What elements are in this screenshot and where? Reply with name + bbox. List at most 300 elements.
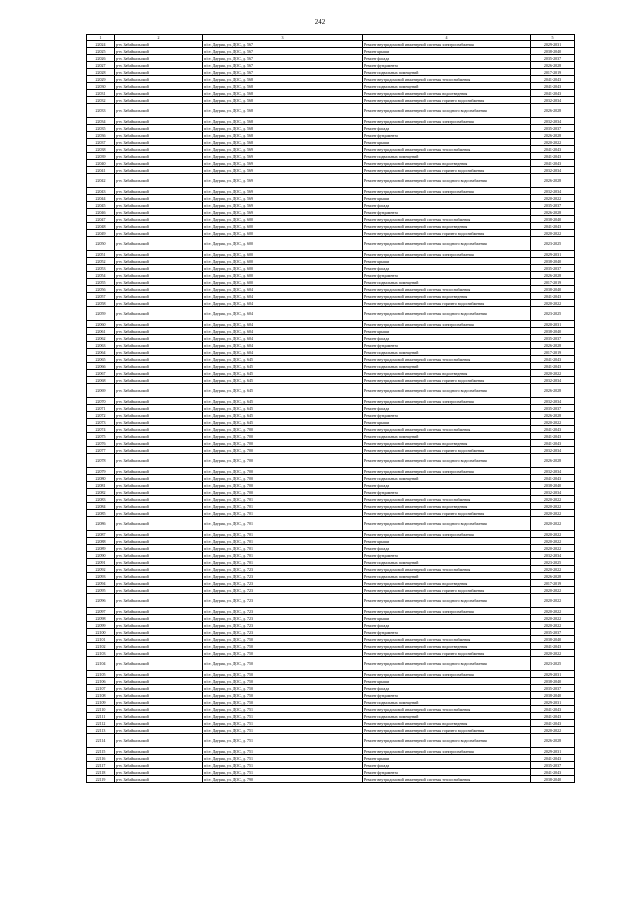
table-row (87, 146, 575, 153)
period-cell: 2038-2040 (531, 328, 575, 335)
table-row (87, 426, 575, 433)
table-row (87, 678, 575, 685)
district-cell: р-н. Забайкальский (115, 517, 203, 531)
row-number: 22104 (87, 657, 115, 671)
row-number: 22103 (87, 650, 115, 657)
work-type-cell: Ремонт крыши (363, 195, 531, 202)
district-cell: р-н. Забайкальский (115, 132, 203, 139)
district-cell: р-н. Забайкальский (115, 573, 203, 580)
district-cell: р-н. Забайкальский (115, 237, 203, 251)
address-cell: п/ст. Даурия, ул. ДОС, д. 569 (203, 209, 363, 216)
row-number: 22117 (87, 762, 115, 769)
period-cell: 2020-2022 (531, 300, 575, 307)
district-cell: р-н. Забайкальский (115, 62, 203, 69)
address-cell: п/ст. Даурия, ул. ДОС, д. 723 (203, 615, 363, 622)
row-number: 22033 (87, 104, 115, 118)
address-cell: п/ст. Даурия, ул. ДОС, д. 750 (203, 699, 363, 706)
period-cell: 2029-2031 (531, 699, 575, 706)
row-number: 22081 (87, 482, 115, 489)
address-cell: п/ст. Даурия, ул. ДОС, д. 701 (203, 517, 363, 531)
row-number: 22116 (87, 755, 115, 762)
district-cell: р-н. Забайкальский (115, 650, 203, 657)
address-cell: п/ст. Даурия, ул. ДОС, д. 751 (203, 734, 363, 748)
district-cell: р-н. Забайкальский (115, 202, 203, 209)
table-row (87, 237, 575, 251)
row-number: 22113 (87, 727, 115, 734)
district-cell: р-н. Забайкальский (115, 272, 203, 279)
district-cell: р-н. Забайкальский (115, 552, 203, 559)
address-cell: п/ст. Даурия, ул. ДОС, д. 569 (203, 153, 363, 160)
row-number: 22040 (87, 160, 115, 167)
period-cell: 2026-2028 (531, 342, 575, 349)
period-cell: 2035-2037 (531, 405, 575, 412)
district-cell: р-н. Забайкальский (115, 454, 203, 468)
table-row (87, 594, 575, 608)
row-number: 22087 (87, 531, 115, 538)
address-cell: п/ст. Даурия, ул. ДОС, д. 604 (203, 349, 363, 356)
address-cell: п/ст. Даурия, ул. ДОС, д. 750 (203, 636, 363, 643)
period-cell: 2041-2043 (531, 720, 575, 727)
row-number: 22074 (87, 426, 115, 433)
period-cell: 2032-2034 (531, 489, 575, 496)
row-number: 22101 (87, 636, 115, 643)
table-row (87, 517, 575, 531)
table-row (87, 650, 575, 657)
row-number: 22065 (87, 356, 115, 363)
address-cell: п/ст. Даурия, ул. ДОС, д. 645 (203, 363, 363, 370)
period-cell: 2038-2040 (531, 482, 575, 489)
row-number: 22048 (87, 223, 115, 230)
row-number: 22098 (87, 615, 115, 622)
address-cell: п/ст. Даурия, ул. ДОС, д. 600 (203, 230, 363, 237)
table-row (87, 202, 575, 209)
period-cell: 2020-2022 (531, 370, 575, 377)
period-cell: 2041-2043 (531, 755, 575, 762)
work-type-cell: Ремонт фундамента (363, 412, 531, 419)
work-type-cell: Ремонт фундамента (363, 769, 531, 776)
district-cell: р-н. Забайкальский (115, 335, 203, 342)
row-number: 22094 (87, 580, 115, 587)
district-cell: р-н. Забайкальский (115, 328, 203, 335)
address-cell: п/ст. Даурия, ул. ДОС, д. 645 (203, 419, 363, 426)
table-row (87, 433, 575, 440)
work-type-cell: Ремонт подвальных помещений (363, 699, 531, 706)
address-cell: п/ст. Даурия, ул. ДОС, д. 751 (203, 706, 363, 713)
row-number: 22089 (87, 545, 115, 552)
row-number: 22119 (87, 776, 115, 783)
work-type-cell: Ремонт фундамента (363, 692, 531, 699)
period-cell: 2041-2043 (531, 706, 575, 713)
work-type-cell: Ремонт фундамента (363, 209, 531, 216)
period-cell: 2032-2034 (531, 167, 575, 174)
address-cell: п/ст. Даурия, ул. ДОС, д. 645 (203, 405, 363, 412)
address-cell: п/ст. Даурия, ул. ДОС, д. 790 (203, 776, 363, 783)
district-cell: р-н. Забайкальский (115, 153, 203, 160)
address-cell: п/ст. Даурия, ул. ДОС, д. 600 (203, 216, 363, 223)
district-cell: р-н. Забайкальский (115, 55, 203, 62)
district-cell: р-н. Забайкальский (115, 727, 203, 734)
work-type-cell: Ремонт фасада (363, 55, 531, 62)
district-cell: р-н. Забайкальский (115, 377, 203, 384)
address-cell: п/ст. Даурия, ул. ДОС, д. 604 (203, 328, 363, 335)
district-cell: р-н. Забайкальский (115, 559, 203, 566)
address-cell: п/ст. Даурия, ул. ДОС, д. 600 (203, 279, 363, 286)
work-type-cell: Ремонт фундамента (363, 132, 531, 139)
row-number: 22049 (87, 230, 115, 237)
work-type-cell: Ремонт внутридомовой инженерной системы электроснабжения (363, 188, 531, 195)
period-cell: 2020-2022 (531, 608, 575, 615)
district-cell: р-н. Забайкальский (115, 188, 203, 195)
table-row (87, 531, 575, 538)
table-row (87, 279, 575, 286)
period-cell: 2041-2043 (531, 475, 575, 482)
period-cell: 2032-2034 (531, 447, 575, 454)
row-number: 22105 (87, 671, 115, 678)
row-number: 22111 (87, 713, 115, 720)
period-cell: 2032-2034 (531, 468, 575, 475)
row-number: 22045 (87, 202, 115, 209)
address-cell: п/ст. Даурия, ул. ДОС, д. 600 (203, 272, 363, 279)
work-type-cell: Ремонт внутридомовой инженерной системы теплоснабжения (363, 356, 531, 363)
row-number: 22112 (87, 720, 115, 727)
period-cell: 2017-2019 (531, 580, 575, 587)
work-type-cell: Ремонт крыши (363, 678, 531, 685)
table-row (87, 685, 575, 692)
table-row (87, 636, 575, 643)
period-cell: 2026-2028 (531, 454, 575, 468)
column-header: 4 (363, 35, 531, 41)
district-cell: р-н. Забайкальский (115, 349, 203, 356)
address-cell: п/ст. Даурия, ул. ДОС, д. 723 (203, 622, 363, 629)
address-cell: п/ст. Даурия, ул. ДОС, д. 569 (203, 174, 363, 188)
period-cell: 2020-2022 (531, 587, 575, 594)
work-type-cell: Ремонт фасада (363, 202, 531, 209)
row-number: 22026 (87, 55, 115, 62)
row-number: 22037 (87, 139, 115, 146)
row-number: 22095 (87, 587, 115, 594)
district-cell: р-н. Забайкальский (115, 706, 203, 713)
district-cell: р-н. Забайкальский (115, 265, 203, 272)
row-number: 22088 (87, 538, 115, 545)
work-type-cell: Ремонт внутридомовой инженерной системы теплоснабжения (363, 636, 531, 643)
column-header: 3 (203, 35, 363, 41)
work-type-cell: Ремонт внутридомовой инженерной системы теплоснабжения (363, 776, 531, 783)
district-cell: р-н. Забайкальский (115, 356, 203, 363)
district-cell: р-н. Забайкальский (115, 398, 203, 405)
district-cell: р-н. Забайкальский (115, 118, 203, 125)
address-cell: п/ст. Даурия, ул. ДОС, д. 751 (203, 727, 363, 734)
district-cell: р-н. Забайкальский (115, 76, 203, 83)
row-number: 22079 (87, 468, 115, 475)
work-type-cell: Ремонт подвальных помещений (363, 349, 531, 356)
address-cell: п/ст. Даурия, ул. ДОС, д. 701 (203, 496, 363, 503)
district-cell: р-н. Забайкальский (115, 510, 203, 517)
district-cell: р-н. Забайкальский (115, 419, 203, 426)
district-cell: р-н. Забайкальский (115, 482, 203, 489)
district-cell: р-н. Забайкальский (115, 69, 203, 76)
row-number: 22051 (87, 251, 115, 258)
district-cell: р-н. Забайкальский (115, 251, 203, 258)
period-cell: 2029-2031 (531, 41, 575, 48)
table-row (87, 447, 575, 454)
period-cell: 2020-2022 (531, 419, 575, 426)
address-cell: п/ст. Даурия, ул. ДОС, д. 568 (203, 139, 363, 146)
table-row (87, 174, 575, 188)
period-cell: 2038-2040 (531, 692, 575, 699)
address-cell: п/ст. Даурия, ул. ДОС, д. 750 (203, 671, 363, 678)
work-type-cell: Ремонт внутридомовой инженерной системы холодного водоснабжения (363, 454, 531, 468)
district-cell: р-н. Забайкальский (115, 167, 203, 174)
row-number: 22099 (87, 622, 115, 629)
district-cell: р-н. Забайкальский (115, 83, 203, 90)
row-number: 22059 (87, 307, 115, 321)
period-cell: 2032-2034 (531, 377, 575, 384)
work-type-cell: Ремонт подвальных помещений (363, 559, 531, 566)
address-cell: п/ст. Даурия, ул. ДОС, д. 701 (203, 503, 363, 510)
work-type-cell: Ремонт внутридомовой инженерной системы электроснабжения (363, 468, 531, 475)
row-number: 22030 (87, 83, 115, 90)
period-cell: 2020-2022 (531, 545, 575, 552)
work-type-cell: Ремонт внутридомовой инженерной системы горячего водоснабжения (363, 167, 531, 174)
address-cell: п/ст. Даурия, ул. ДОС, д. 700 (203, 426, 363, 433)
page-number: 242 (314, 18, 326, 26)
period-cell: 2020-2022 (531, 510, 575, 517)
table-row (87, 776, 575, 783)
address-cell: п/ст. Даурия, ул. ДОС, д. 750 (203, 643, 363, 650)
period-cell: 2026-2028 (531, 62, 575, 69)
period-cell: 2038-2040 (531, 286, 575, 293)
period-cell: 2020-2022 (531, 496, 575, 503)
period-cell: 2023-2025 (531, 307, 575, 321)
district-cell: р-н. Забайкальский (115, 433, 203, 440)
district-cell: р-н. Забайкальский (115, 657, 203, 671)
work-type-cell: Ремонт фасада (363, 622, 531, 629)
work-type-cell: Ремонт фасада (363, 265, 531, 272)
table-row (87, 83, 575, 90)
work-type-cell: Ремонт внутридомовой инженерной системы электроснабжения (363, 398, 531, 405)
work-type-cell: Ремонт подвальных помещений (363, 69, 531, 76)
work-type-cell: Ремонт внутридомовой инженерной системы водоотведения (363, 293, 531, 300)
address-cell: п/ст. Даурия, ул. ДОС, д. 568 (203, 104, 363, 118)
table-row (87, 342, 575, 349)
table-row (87, 335, 575, 342)
work-type-cell: Ремонт внутридомовой инженерной системы горячего водоснабжения (363, 650, 531, 657)
address-cell: п/ст. Даурия, ул. ДОС, д. 700 (203, 440, 363, 447)
work-type-cell: Ремонт фасада (363, 405, 531, 412)
district-cell: р-н. Забайкальский (115, 146, 203, 153)
district-cell: р-н. Забайкальский (115, 776, 203, 783)
address-cell: п/ст. Даурия, ул. ДОС, д. 604 (203, 286, 363, 293)
work-type-cell: Ремонт внутридомовой инженерной системы водоотведения (363, 440, 531, 447)
table-row (87, 384, 575, 398)
district-cell: р-н. Забайкальский (115, 678, 203, 685)
district-cell: р-н. Забайкальский (115, 104, 203, 118)
row-number: 22043 (87, 188, 115, 195)
row-number: 22032 (87, 97, 115, 104)
period-cell: 2020-2031 (531, 321, 575, 328)
table-row (87, 412, 575, 419)
district-cell: р-н. Забайкальский (115, 160, 203, 167)
address-cell: п/ст. Даурия, ул. ДОС, д. 600 (203, 265, 363, 272)
row-number: 22038 (87, 146, 115, 153)
district-cell: р-н. Забайкальский (115, 531, 203, 538)
work-type-cell: Ремонт внутридомовой инженерной системы водоотведения (363, 223, 531, 230)
work-type-cell: Ремонт внутридомовой инженерной системы водоотведения (363, 160, 531, 167)
address-cell: п/ст. Даурия, ул. ДОС, д. 604 (203, 300, 363, 307)
district-cell: р-н. Забайкальский (115, 594, 203, 608)
period-cell: 2038-2040 (531, 776, 575, 783)
district-cell: р-н. Забайкальский (115, 125, 203, 132)
row-number: 22118 (87, 769, 115, 776)
row-number: 22036 (87, 132, 115, 139)
period-cell: 2038-2040 (531, 48, 575, 55)
address-cell: п/ст. Даурия, ул. ДОС, д. 701 (203, 559, 363, 566)
address-cell: п/ст. Даурия, ул. ДОС, д. 723 (203, 580, 363, 587)
row-number: 22055 (87, 279, 115, 286)
district-cell: р-н. Забайкальский (115, 468, 203, 475)
address-cell: п/ст. Даурия, ул. ДОС, д. 700 (203, 489, 363, 496)
period-cell: 2041-2043 (531, 293, 575, 300)
row-number: 22080 (87, 475, 115, 482)
work-type-cell: Ремонт внутридомовой инженерной системы теплоснабжения (363, 566, 531, 573)
period-cell: 2041-2043 (531, 713, 575, 720)
table-row (87, 167, 575, 174)
row-number: 22078 (87, 454, 115, 468)
table-row (87, 503, 575, 510)
row-number: 22035 (87, 125, 115, 132)
work-type-cell: Ремонт внутридомовой инженерной системы электроснабжения (363, 608, 531, 615)
table-row (87, 587, 575, 594)
period-cell: 2020-2022 (531, 517, 575, 531)
work-type-cell: Ремонт внутридомовой инженерной системы теплоснабжения (363, 216, 531, 223)
period-cell: 2041-2043 (531, 356, 575, 363)
district-cell: р-н. Забайкальский (115, 223, 203, 230)
row-number: 22114 (87, 734, 115, 748)
address-cell: п/ст. Даурия, ул. ДОС, д. 750 (203, 678, 363, 685)
period-cell: 2020-2022 (531, 503, 575, 510)
period-cell: 2041-2043 (531, 76, 575, 83)
work-type-cell: Ремонт подвальных помещений (363, 153, 531, 160)
period-cell: 2023-2025 (531, 559, 575, 566)
work-type-cell: Ремонт внутридомовой инженерной системы теплоснабжения (363, 76, 531, 83)
address-cell: п/ст. Даурия, ул. ДОС, д. 701 (203, 538, 363, 545)
table-row (87, 489, 575, 496)
work-type-cell: Ремонт внутридомовой инженерной системы холодного водоснабжения (363, 237, 531, 251)
work-type-cell: Ремонт фасада (363, 125, 531, 132)
district-cell: р-н. Забайкальский (115, 321, 203, 328)
district-cell: р-н. Забайкальский (115, 748, 203, 755)
work-type-cell: Ремонт фасада (363, 685, 531, 692)
table-row (87, 566, 575, 573)
period-cell: 2020-2022 (531, 139, 575, 146)
period-cell: 2026-2028 (531, 209, 575, 216)
table-row (87, 706, 575, 713)
district-cell: р-н. Забайкальский (115, 363, 203, 370)
row-number: 22102 (87, 643, 115, 650)
work-type-cell: Ремонт внутридомовой инженерной системы водоотведения (363, 503, 531, 510)
table-row (87, 398, 575, 405)
row-number: 22068 (87, 377, 115, 384)
address-cell: п/ст. Даурия, ул. ДОС, д. 750 (203, 692, 363, 699)
table-row (87, 209, 575, 216)
repair-schedule-table (86, 34, 575, 783)
work-type-cell: Ремонт крыши (363, 538, 531, 545)
district-cell: р-н. Забайкальский (115, 503, 203, 510)
address-cell: п/ст. Даурия, ул. ДОС, д. 723 (203, 629, 363, 636)
district-cell: р-н. Забайкальский (115, 615, 203, 622)
table-row (87, 265, 575, 272)
period-cell: 2020-2022 (531, 727, 575, 734)
table-row (87, 454, 575, 468)
work-type-cell: Ремонт внутридомовой инженерной системы водоотведения (363, 90, 531, 97)
address-cell: п/ст. Даурия, ул. ДОС, д. 723 (203, 566, 363, 573)
work-type-cell: Ремонт крыши (363, 328, 531, 335)
district-cell: р-н. Забайкальский (115, 755, 203, 762)
district-cell: р-н. Забайкальский (115, 580, 203, 587)
row-number: 22108 (87, 692, 115, 699)
period-cell: 2029-2031 (531, 251, 575, 258)
work-type-cell: Ремонт внутридомовой инженерной системы холодного водоснабжения (363, 104, 531, 118)
table-row (87, 286, 575, 293)
table-row (87, 692, 575, 699)
table-row (87, 328, 575, 335)
row-number: 22073 (87, 419, 115, 426)
district-cell: р-н. Забайкальский (115, 286, 203, 293)
work-type-cell: Ремонт крыши (363, 419, 531, 426)
work-type-cell: Ремонт фундамента (363, 629, 531, 636)
row-number: 22072 (87, 412, 115, 419)
address-cell: п/ст. Даурия, ул. ДОС, д. 750 (203, 650, 363, 657)
address-cell: п/ст. Даурия, ул. ДОС, д. 600 (203, 223, 363, 230)
row-number: 22100 (87, 629, 115, 636)
period-cell: 2026-2028 (531, 132, 575, 139)
table-row (87, 496, 575, 503)
row-number: 22092 (87, 566, 115, 573)
work-type-cell: Ремонт внутридомовой инженерной системы водоотведения (363, 370, 531, 377)
work-type-cell: Ремонт внутридомовой инженерной системы горячего водоснабжения (363, 447, 531, 454)
table-row (87, 55, 575, 62)
period-cell: 2041-2043 (531, 363, 575, 370)
row-number: 22066 (87, 363, 115, 370)
district-cell: р-н. Забайкальский (115, 496, 203, 503)
row-number: 22041 (87, 167, 115, 174)
table-row (87, 188, 575, 195)
period-cell: 2026-2028 (531, 734, 575, 748)
table-row (87, 580, 575, 587)
work-type-cell: Ремонт внутридомовой инженерной системы холодного водоснабжения (363, 734, 531, 748)
work-type-cell: Ремонт фундамента (363, 62, 531, 69)
period-cell: 2017-2019 (531, 69, 575, 76)
period-cell: 2032-2034 (531, 188, 575, 195)
row-number: 22063 (87, 342, 115, 349)
district-cell: р-н. Забайкальский (115, 692, 203, 699)
table-row (87, 41, 575, 48)
table-row (87, 321, 575, 328)
period-cell: 2041-2043 (531, 426, 575, 433)
row-number: 22075 (87, 433, 115, 440)
period-cell: 2026-2028 (531, 272, 575, 279)
district-cell: р-н. Забайкальский (115, 195, 203, 202)
period-cell: 2020-2022 (531, 594, 575, 608)
address-cell: п/ст. Даурия, ул. ДОС, д. 645 (203, 412, 363, 419)
period-cell: 2041-2043 (531, 90, 575, 97)
table-row (87, 363, 575, 370)
period-cell: 2032-2034 (531, 97, 575, 104)
table-row (87, 713, 575, 720)
row-number: 22067 (87, 370, 115, 377)
address-cell: п/ст. Даурия, ул. ДОС, д. 568 (203, 125, 363, 132)
work-type-cell: Ремонт внутридомовой инженерной системы электроснабжения (363, 41, 531, 48)
